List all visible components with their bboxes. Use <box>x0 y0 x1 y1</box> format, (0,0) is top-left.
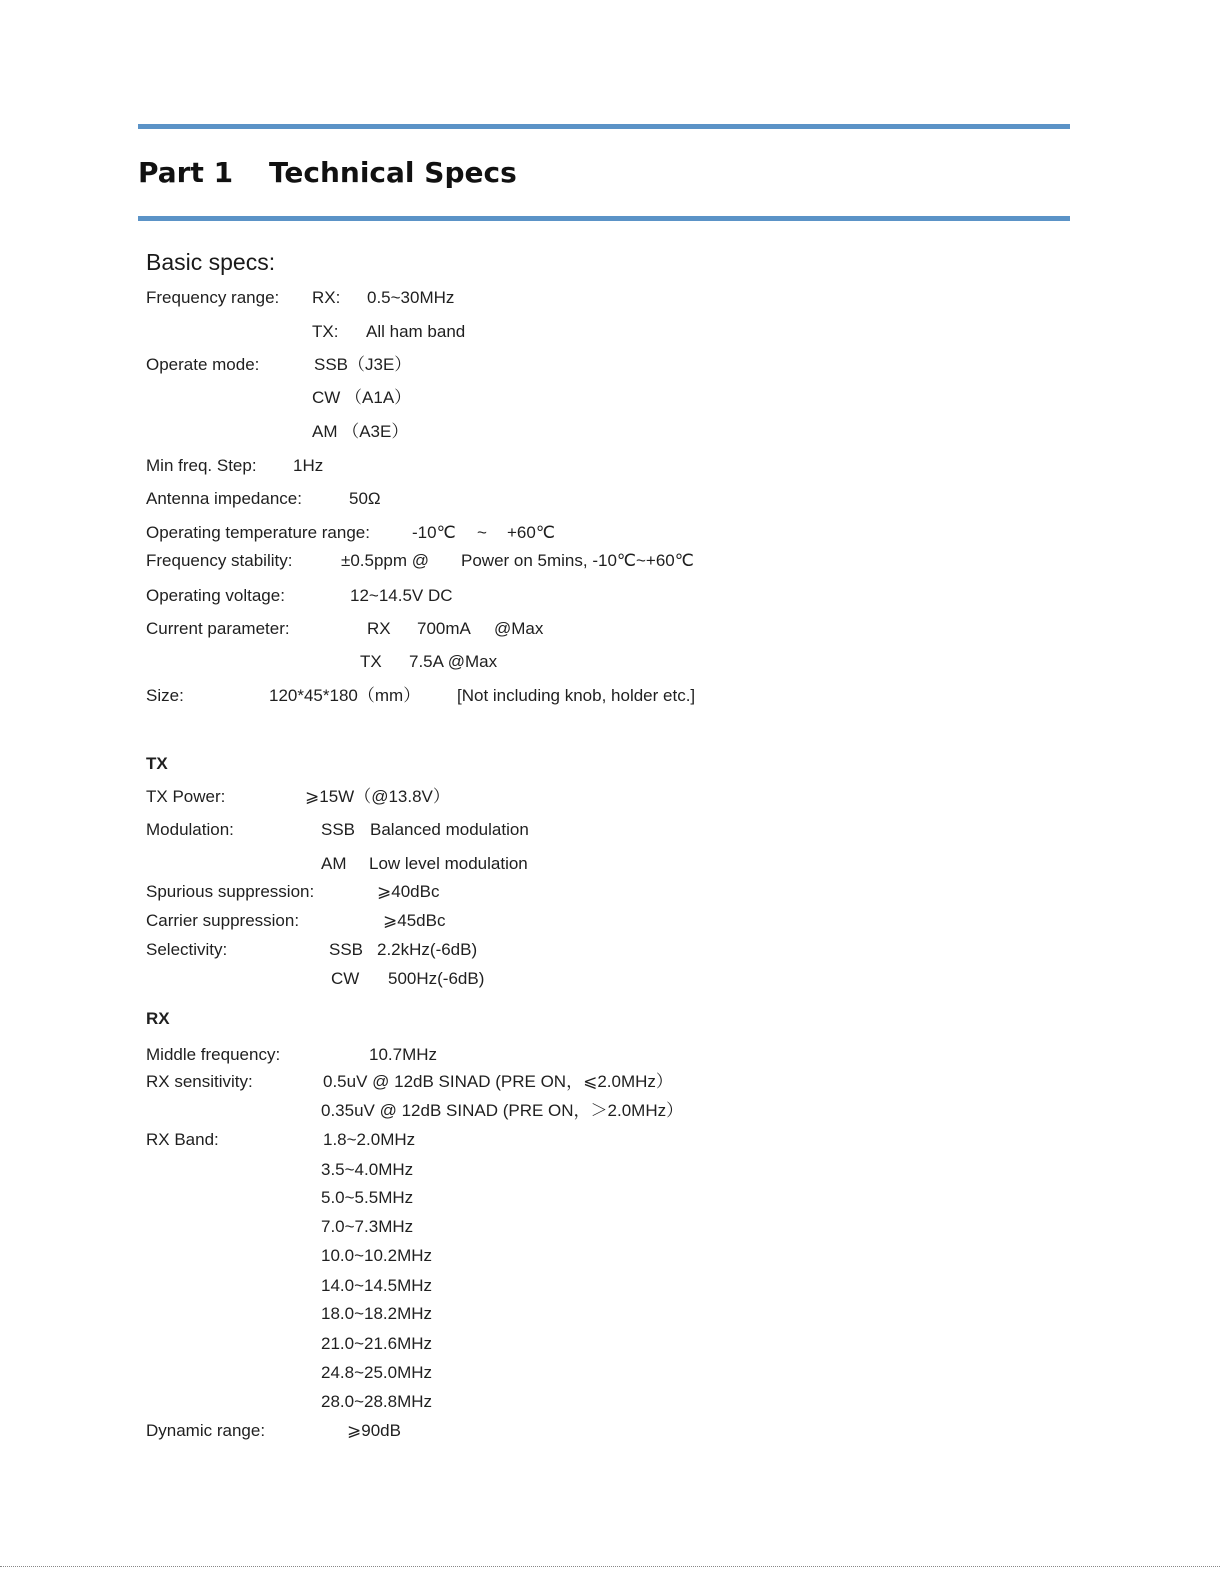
min-step-label: Min freq. Step: <box>146 456 257 475</box>
rx-band-item: 7.0~7.3MHz <box>321 1217 414 1236</box>
rx-heading: RX <box>146 1009 170 1028</box>
selectivity-ssb-value: 2.2kHz(-6dB) <box>377 940 478 959</box>
temperature-high: +60℃ <box>507 523 555 542</box>
tx-heading: TX <box>146 754 168 773</box>
bottom-rule <box>138 216 1070 221</box>
rx-band-item: 24.8~25.0MHz <box>321 1363 433 1382</box>
selectivity-cw-value: 500Hz(-6dB) <box>388 969 485 988</box>
min-step-value: 1Hz <box>293 456 324 475</box>
mode-am: AM （A3E） <box>312 422 409 441</box>
selectivity-ssb-tag: SSB <box>329 940 364 959</box>
part-number: Part 1 <box>138 156 234 189</box>
rx-band-item: 3.5~4.0MHz <box>321 1160 414 1179</box>
modulation-am-value: Low level modulation <box>369 854 528 873</box>
rx-band-item: 14.0~14.5MHz <box>321 1276 433 1295</box>
antenna-impedance-label: Antenna impedance: <box>146 489 302 508</box>
rx-band-item: 1.8~2.0MHz <box>323 1130 416 1149</box>
tx-label: TX: <box>312 322 339 341</box>
tx-power-label: TX Power: <box>146 787 226 806</box>
frequency-stability-condition: Power on 5mins, -10℃~+60℃ <box>461 551 694 570</box>
current-tx-value: 7.5A @Max <box>409 652 498 671</box>
modulation-ssb-tag: SSB <box>321 820 356 839</box>
rx-band-item: 5.0~5.5MHz <box>321 1188 414 1207</box>
dynamic-range-label: Dynamic range: <box>146 1421 266 1440</box>
basic-specs-heading: Basic specs: <box>146 249 276 275</box>
modulation-am-tag: AM <box>321 854 347 873</box>
temperature-separator: ~ <box>477 523 487 542</box>
operate-mode-label: Operate mode: <box>146 355 260 374</box>
mode-ssb: SSB（J3E） <box>314 355 412 374</box>
antenna-impedance-value: 50Ω <box>349 489 381 508</box>
size-note: [Not including knob, holder etc.] <box>457 686 696 705</box>
carrier-suppression-value: ⩾45dBc <box>383 911 446 930</box>
mode-cw: CW （A1A） <box>312 388 412 407</box>
size-value: 120*45*180（mm） <box>269 686 421 705</box>
current-rx-value: 700mA <box>417 619 471 638</box>
carrier-suppression-label: Carrier suppression: <box>146 911 300 930</box>
spurious-suppression-value: ⩾40dBc <box>377 882 440 901</box>
middle-frequency-label: Middle frequency: <box>146 1045 281 1064</box>
modulation-ssb-value: Balanced modulation <box>370 820 529 839</box>
selectivity-label: Selectivity: <box>146 940 228 959</box>
rx-sensitivity-low: 0.5uV @ 12dB SINAD (PRE ON，⩽2.0MHz） <box>323 1072 673 1091</box>
current-rx-note: @Max <box>494 619 544 638</box>
operating-voltage-label: Operating voltage: <box>146 586 285 605</box>
operating-voltage-value: 12~14.5V DC <box>350 586 453 605</box>
current-rx-tag: RX <box>367 619 391 638</box>
top-rule <box>138 124 1070 129</box>
tx-range-value: All ham band <box>366 322 466 341</box>
rx-range-value: 0.5~30MHz <box>367 288 455 307</box>
rx-band-item: 10.0~10.2MHz <box>321 1246 433 1265</box>
spurious-suppression-label: Spurious suppression: <box>146 882 315 901</box>
size-label: Size: <box>146 686 184 705</box>
temperature-range-label: Operating temperature range: <box>146 523 370 542</box>
middle-frequency-value: 10.7MHz <box>369 1045 438 1064</box>
frequency-stability-label: Frequency stability: <box>146 551 293 570</box>
rx-band-item: 28.0~28.8MHz <box>321 1392 433 1411</box>
rx-sensitivity-high: 0.35uV @ 12dB SINAD (PRE ON，＞2.0MHz） <box>321 1101 684 1120</box>
rx-label: RX: <box>312 288 341 307</box>
temperature-low: -10℃ <box>412 523 456 542</box>
frequency-range-label: Frequency range: <box>146 288 280 307</box>
current-parameter-label: Current parameter: <box>146 619 290 638</box>
rx-band-item: 18.0~18.2MHz <box>321 1304 433 1323</box>
dynamic-range-value: ⩾90dB <box>347 1421 401 1440</box>
modulation-label: Modulation: <box>146 820 234 839</box>
tx-power-value: ⩾15W（@13.8V） <box>305 787 450 806</box>
rx-sensitivity-label: RX sensitivity: <box>146 1072 253 1091</box>
page-title: Technical Specs <box>269 156 517 189</box>
frequency-stability-value: ±0.5ppm @ <box>341 551 430 570</box>
selectivity-cw-tag: CW <box>331 969 360 988</box>
current-tx-tag: TX <box>360 652 382 671</box>
rx-band-label: RX Band: <box>146 1130 219 1149</box>
rx-band-item: 21.0~21.6MHz <box>321 1334 433 1353</box>
page-edge-line <box>0 1566 1220 1567</box>
